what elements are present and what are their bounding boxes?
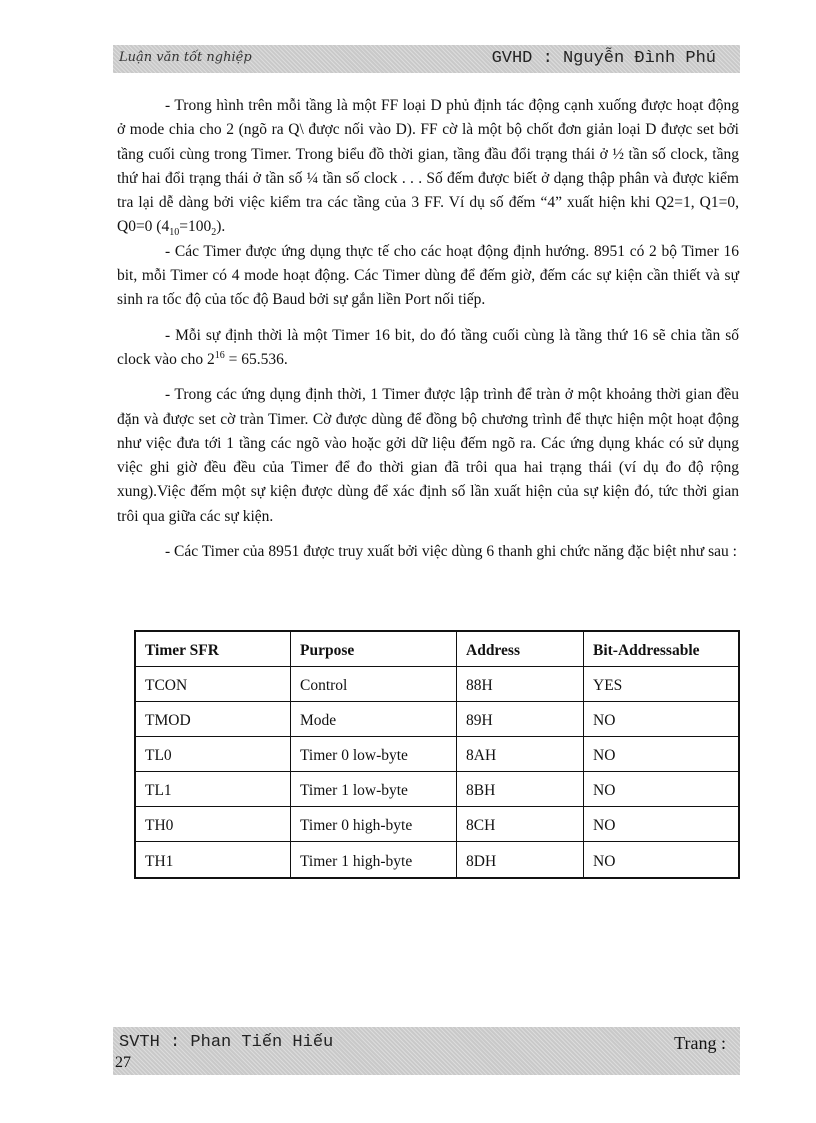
table-cell: 88H	[457, 667, 584, 702]
table-row	[136, 667, 738, 702]
table-header-cell: Bit-Addressable	[584, 632, 738, 667]
table-row	[136, 772, 738, 807]
table-cell: 89H	[457, 702, 584, 737]
footer-page-label: Trang :	[674, 1033, 726, 1053]
table-cell: TH1	[136, 842, 291, 877]
header-thesis-label: Luận văn tốt nghiệp	[119, 50, 252, 65]
table-cell: TH0	[136, 807, 291, 842]
table-cell: NO	[593, 853, 616, 870]
table-row	[136, 702, 738, 737]
table-cell: NO	[584, 772, 738, 807]
table-cell: TL1	[136, 772, 291, 807]
paragraph-sfr-intro: - Các Timer của 8951 được truy xuất bởi việc dùng 6 thanh ghi chức năng đặc biệt như sau :	[165, 543, 737, 561]
table-cell: 8DH	[457, 842, 584, 877]
header-advisor: GVHD : Nguyễn Đình Phú	[491, 49, 716, 68]
table-cell: 8AH	[457, 737, 584, 772]
table-cell: Timer 1 high-byte	[291, 842, 457, 877]
body-text	[117, 94, 739, 564]
paragraph-timing-applications: - Trong các ứng dụng định thời, 1 Timer được lập trình để tràn ở một khoảng thời gian đều đặn và được set cờ tràn Timer. Cờ được dùng để đồng bộ chương trình để thực hiện một hoạt động như việc đưa tới 1 tầng các ngõ vào hoặc gởi dữ liệu đếm ngõ ra. Các ứng dụng khác có sử dụng việc ghi giờ đều đều của Timer để đo thời gian đã trôi qua hai trạng thái (ví dụ đo độ rộng xung).Việc đếm một sự kiện được dùng để xác định số lần xuất hiện của sự kiện đó, tức thời gian trôi qua giữa các sự kiện.	[117, 386, 739, 525]
table-cell: NO	[584, 737, 738, 772]
table-header-cell: Purpose	[291, 632, 457, 667]
table-cell: NO	[584, 807, 738, 842]
table-cell: TL0	[136, 737, 291, 772]
table-cell: NO	[584, 702, 738, 737]
table-cell: Control	[291, 667, 457, 702]
table-row	[136, 737, 738, 772]
paragraph-timer-applications: - Các Timer được ứng dụng thực tế cho các hoạt động định hướng. 8951 có 2 bộ Timer 16 bit, mỗi Timer có 4 mode hoạt động. Các Timer dùng để đếm giờ, đếm các sự kiện cần thiết và sự sinh ra tốc độ của tốc độ Baud bởi sự gắn liền Port nối tiếp.	[117, 242, 739, 309]
table-header-cell: Timer SFR	[136, 632, 291, 667]
page-footer	[113, 1027, 740, 1075]
table-cell: TCON	[136, 667, 291, 702]
paragraph-16bit: - Mỗi sự định thời là một Timer 16 bit, do đó tầng cuối cùng là tầng thứ 16 sẽ chia tần số clock vào cho $2^{16} = 65.536$.	[117, 326, 739, 368]
page-header	[113, 45, 740, 73]
table-cell: TMOD	[136, 702, 291, 737]
table-row	[136, 842, 738, 877]
table-header-cell: Address	[457, 632, 584, 667]
paragraph-timer-stages: - Trong hình trên mỗi tầng là một FF loại D phủ định tác động cạnh xuống được hoạt động ở mode chia cho 2 (ngõ ra Q\ được nối vào D). FF cờ là một bộ chốt đơn giản loại D được set bởi tầng cuối cùng trong Timer. Trong biểu đồ thời gian, tầng đầu đổi trạng thái ở ½ tần số clock, tầng thứ hai đổi trạng thái ở tần số ¼ tần số clock . . . Số đếm được biết ở dạng thập phân và được kiểm tra lại dễ dàng bởi việc kiểm tra các tầng của 3 FF. Ví dụ số đếm “4” xuất hiện khi Q2=1, Q1=0, Q0=0 $(4_{10}=100_2)$.	[117, 97, 739, 239]
table-cell: 8CH	[457, 807, 584, 842]
page-number: 27	[115, 1054, 131, 1071]
timer-sfr-table	[134, 630, 740, 879]
footer-student: SVTH : Phan Tiến Hiếu	[119, 1033, 334, 1052]
table-cell: Mode	[291, 702, 457, 737]
table-header-row	[136, 632, 738, 667]
table-row	[136, 807, 738, 842]
table-cell: Timer 1 low-byte	[291, 772, 457, 807]
table-cell: YES	[584, 667, 738, 702]
table-cell: Timer 0 high-byte	[291, 807, 457, 842]
table-cell: Timer 0 low-byte	[291, 737, 457, 772]
table-cell: 8BH	[457, 772, 584, 807]
